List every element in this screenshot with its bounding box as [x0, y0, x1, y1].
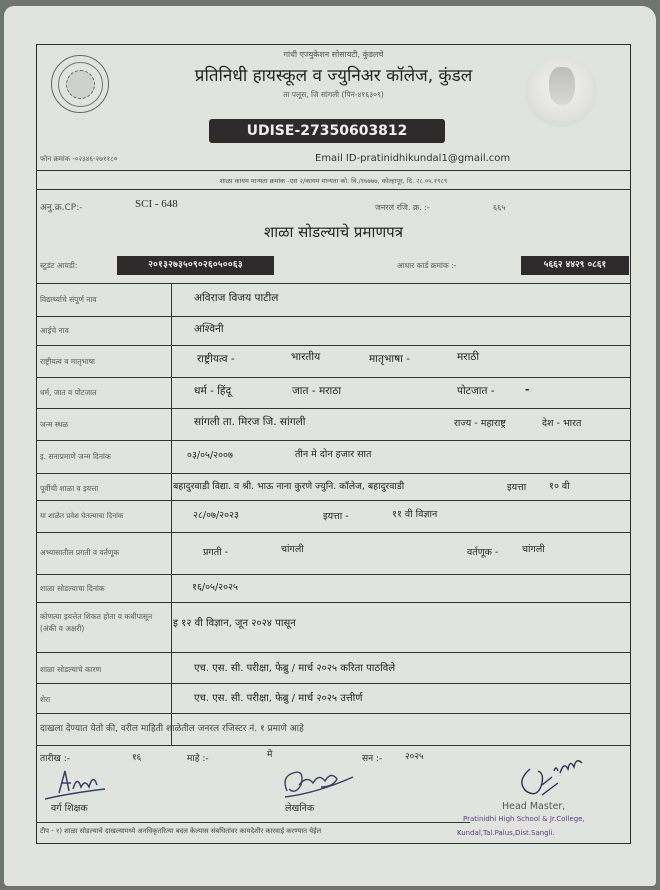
class-teacher-signature: [41, 765, 111, 805]
mother-name: अश्विनी: [194, 323, 224, 335]
nationality-value: भारतीय: [291, 351, 321, 363]
caste-value: जात - मराठा: [292, 385, 342, 397]
remarks: एच. एस. सी. परीक्षा, फेब्रु / मार्च २०२५ उत्तीर्ण: [194, 693, 363, 704]
certificate-paper: [4, 6, 656, 886]
class-teacher-label: वर्ग शिक्षक: [51, 803, 88, 814]
register-value: ६६५: [493, 203, 506, 212]
school-stamp-line-1: Pratinidhi High School & Jr.College,: [463, 815, 585, 823]
conduct-value: चांगली: [522, 544, 545, 555]
label-remarks: शेरा: [40, 695, 51, 704]
phone-number: फोन क्रमांक -०२३४६-२७११८०: [40, 155, 118, 163]
student-id-value: २०१३२७३५०९०२६०५००६३: [117, 256, 274, 275]
school-stamp-line-2: Kundal,Tal.Palus,Dist.Sangli.: [457, 829, 555, 837]
label-leaving-date: शाळा सोडल्याचा दिनांक: [40, 584, 105, 593]
udise-number: UDISE-27350603812: [209, 119, 445, 143]
label-prev-school: पूर्वीची शाळा व इयत्ता: [40, 484, 99, 493]
school-name: प्रतिनिधी हायस्कूल व ज्युनिअर कॉलेज, कुंडल: [194, 66, 473, 86]
label-student-name: विद्यार्थ्याचे संपूर्ण नाव: [40, 295, 97, 304]
label-nationality: राष्ट्रीयत्व व मातृभाषा: [40, 357, 95, 366]
student-name: अविराज विजय पाटील: [194, 292, 279, 304]
mother-tongue-value: मराठी: [457, 351, 480, 363]
clerk-label: लेखनिक: [285, 803, 315, 814]
admission-date: २८/०७/२०२३: [193, 510, 239, 521]
certificate-frame: [36, 44, 631, 844]
previous-school: बहादुरवाडी विद्या. व श्री. भाऊ नाना कुरणे ज्युनि. कॉलेज, बहादुरवाडी: [173, 481, 405, 492]
leaving-reason: एच. एस. सी. परीक्षा, फेब्रु / मार्च २०२५ करिता पाठविले: [194, 663, 396, 674]
headmaster-signature: [512, 751, 592, 799]
headmaster-label: Head Master,: [502, 801, 566, 812]
student-id-label: स्टुडंट आयडी:: [40, 261, 78, 270]
day-value: १६: [132, 753, 142, 763]
birth-place: सांगली ता. मिरज जि. सांगली: [194, 416, 306, 428]
leaving-date: १६/०५/२०२५: [192, 582, 238, 593]
email-address: Email ID-pratinidhikundal1@gmail.com: [315, 153, 511, 164]
label-progress: अभ्यासातील प्रगती व वर्तणूक: [40, 548, 120, 557]
prev-std-value: १० वी: [549, 481, 570, 492]
label-birth-place: जन्म स्थळ: [40, 420, 69, 429]
country-value: देश - भारत: [542, 418, 582, 429]
studying-since: इ १२ वी विज्ञान, जून २०२४ पासून: [173, 618, 296, 629]
prev-std-label: इयत्ता: [507, 482, 527, 493]
school-address: ता पलूस, जि सांगली (पिन-४१६३०९): [283, 90, 384, 99]
serial-label: अनु.क्र.CP:-: [40, 203, 83, 213]
day-label: तारीख :-: [40, 754, 70, 764]
month-label: माहे :-: [187, 754, 209, 764]
mother-tongue-label: मातृभाषा -: [369, 353, 410, 365]
month-value: मे: [267, 750, 273, 760]
label-religion: धर्म, जात व पोटजात: [40, 388, 97, 397]
label-mother-name: आईचे नाव: [40, 326, 69, 335]
register-label: जनरल रजि. क्र. :-: [375, 203, 430, 212]
year-value: २०२५: [405, 752, 424, 762]
subcaste-value: -: [525, 384, 530, 396]
recognition-number: शाळा कायम मान्यता क्रमांक -एस २/कायम मान्यता को. वि./१७७७७, कोल्हापूर, दि. २८.०५.१९८९: [219, 177, 448, 185]
certify-statement: दाखला देण्यात येतो की, वरील माहिती शाळेतील जनरल रजिस्टर नं. १ प्रमाणे आहे: [40, 724, 304, 734]
legal-note: टीप - १) शाळा सोडल्याचे दाखल्यामध्ये अनधिकृतरित्या बदल केल्यास संबधितांवर कायदेशीर कारवाई करण्यात येईल: [40, 827, 322, 835]
aadhar-value: ५६६२ ४४२९ ०८६१: [521, 256, 629, 275]
admission-std-value: ११ वी विज्ञान: [392, 509, 438, 520]
conduct-label: वर्तणूक -: [467, 547, 499, 558]
society-name: गांधी एज्युकेशन सोसायटी, कुंडलचे: [283, 50, 384, 59]
serial-value: SCI - 648: [135, 198, 178, 210]
admission-std-label: इयत्ता -: [323, 511, 349, 522]
year-label: सन :-: [362, 754, 383, 764]
nationality-label: राष्ट्रीयत्व -: [197, 353, 235, 365]
label-admission-date: या शाळेत प्रवेश घेतल्याचा दिनांक: [40, 512, 124, 520]
dob-digits: ०३/०५/२००७: [187, 450, 233, 461]
label-dob: इ. सनाप्रमाणे जन्म दिनांक: [40, 452, 111, 461]
clerk-signature: [277, 765, 357, 805]
dob-words: तीन मे दोन हजार सात: [295, 449, 372, 460]
aadhar-label: आधार कार्ड क्रमांक :-: [397, 261, 457, 270]
religion-value: धर्म - हिंदू: [194, 385, 232, 397]
progress-value: चांगली: [281, 544, 304, 555]
progress-label: प्रगती -: [203, 547, 229, 558]
certificate-title: शाळा सोडल्याचे प्रमाणपत्र: [264, 223, 403, 241]
label-studying-since: कोणत्या इयत्तेत शिकत होता व कधीपासून (अंकी व अक्षरी): [40, 612, 153, 633]
state-value: राज्य - महाराष्ट्र: [454, 418, 506, 429]
subcaste-label: पोटजात -: [457, 385, 495, 397]
label-leaving-reason: शाळा सोडल्याचे कारण: [40, 665, 102, 674]
